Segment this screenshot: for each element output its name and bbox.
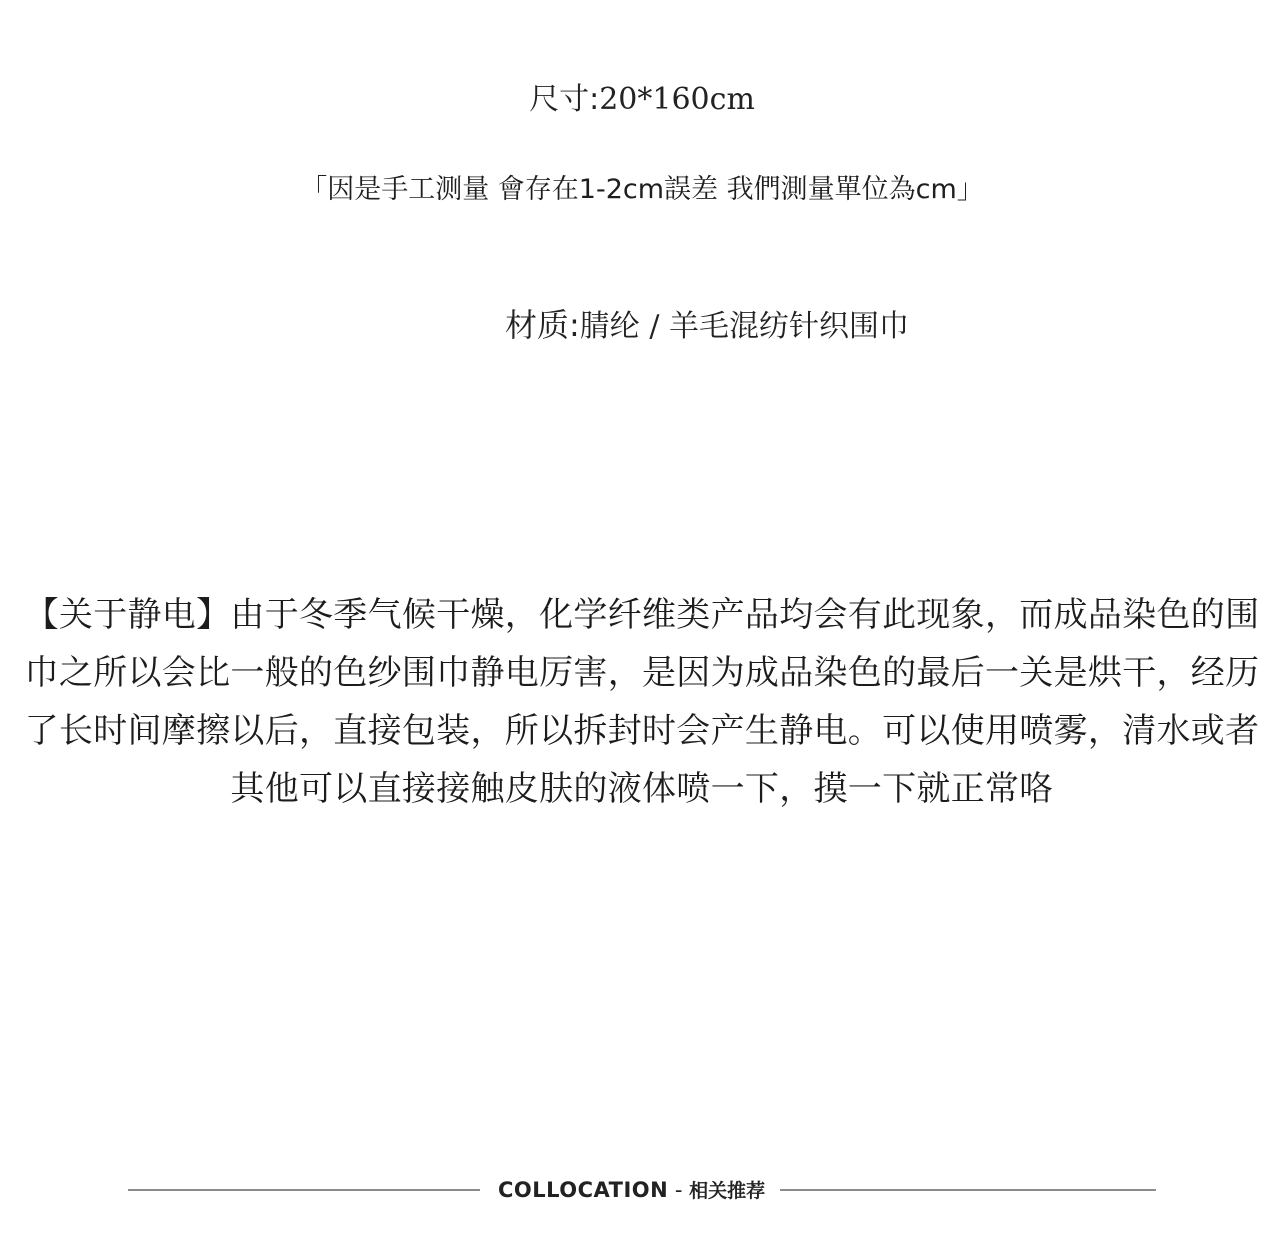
size-label: 尺寸: xyxy=(529,82,600,117)
collocation-heading-cn: 相关推荐 xyxy=(689,1180,766,1202)
material-value: 腈纶 / 羊毛混纺针织围巾 xyxy=(579,309,909,344)
material-info xyxy=(505,302,909,350)
collocation-heading xyxy=(498,1172,765,1209)
measurement-note: 「因是手工测量 會存在1-2cm誤差 我們測量單位為cm」 xyxy=(300,174,984,205)
size-info xyxy=(0,78,1284,122)
divider-line-right xyxy=(780,1189,1156,1191)
size-value: 20*160cm xyxy=(599,82,755,117)
divider-line-left xyxy=(128,1189,480,1191)
collocation-section-divider xyxy=(128,1172,1156,1208)
collocation-heading-separator: - xyxy=(668,1178,690,1202)
material-label: 材质: xyxy=(505,306,580,344)
static-electricity-notice: 【关于静电】由于冬季气候干燥，化学纤维类产品均会有此现象，而成品染色的围巾之所以会比一般的色纱围巾静电厉害，是因为成品染色的最后一关是烘干，经历了长时间摩擦以后，直接包装，所以拆封时会产生静电。可以使用喷雾，清水或者其他可以直接接触皮肤的液体喷一下，摸一下就正常咯 xyxy=(24,595,1260,809)
collocation-heading-en: COLLOCATION xyxy=(498,1178,669,1202)
